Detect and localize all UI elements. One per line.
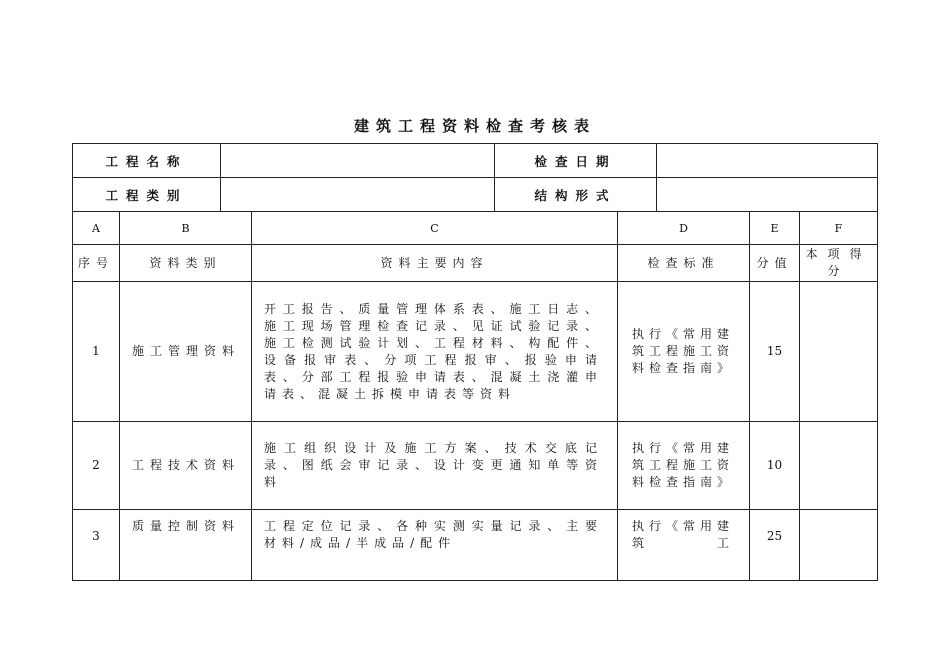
- column-header-no: 序号: [73, 245, 120, 282]
- inspection-table: [72, 211, 878, 581]
- row-content: [252, 422, 618, 510]
- structure-field[interactable]: [657, 178, 878, 212]
- row-standard: [618, 510, 750, 581]
- table-row: [73, 510, 878, 581]
- row-score: 10: [750, 422, 800, 510]
- row-score: 25: [750, 510, 800, 581]
- column-header-row: [73, 245, 878, 282]
- row-standard: [618, 422, 750, 510]
- row-score: 15: [750, 282, 800, 422]
- column-letter: D: [618, 212, 750, 245]
- row-obtained-score[interactable]: [800, 282, 878, 422]
- row-obtained-score[interactable]: [800, 510, 878, 581]
- column-header-score: 分值: [750, 245, 800, 282]
- standard-text: 执行《常用建筑工程施工资料检查指南》: [632, 441, 733, 489]
- column-letter: A: [73, 212, 120, 245]
- column-letter: B: [120, 212, 252, 245]
- row-number: 1: [73, 282, 120, 422]
- row-content: [252, 282, 618, 422]
- column-header-content: 资料主要内容: [252, 245, 618, 282]
- column-letter: F: [800, 212, 878, 245]
- document-title: 建筑工程资料检查考核表: [353, 117, 596, 135]
- project-name-label: 工程名称: [73, 144, 221, 178]
- check-date-field[interactable]: [657, 144, 878, 178]
- category-text: 质量控制资料: [132, 519, 241, 533]
- content-text: 工程定位记录、各种实测实量记录、主要材料/成品/半成品/配件: [264, 519, 603, 550]
- column-header-category: 资料类别: [120, 245, 252, 282]
- row-obtained-score[interactable]: [800, 422, 878, 510]
- project-type-field[interactable]: [221, 178, 495, 212]
- check-date-label: 检查日期: [495, 144, 657, 178]
- project-name-field[interactable]: [221, 144, 495, 178]
- row-category: [120, 282, 252, 422]
- category-text: 工程技术资料: [132, 458, 241, 472]
- standard-text: 执行《常用建筑工: [632, 519, 733, 550]
- content-text: 施工组织设计及施工方案、技术交底记录、图纸会审记录、设计变更通知单等资料: [264, 441, 603, 489]
- column-letter: E: [750, 212, 800, 245]
- table-row: [73, 282, 878, 422]
- content-text: 开工报告、质量管理体系表、施工日志、施工现场管理检查记录、见证试验记录、施工检测试验计划、工程材料、构配件、设备报审表、分项工程报审、报验申请表、分部工程报验申请表、混凝土浇灌申请表、混凝土拆模申请表等资料: [264, 301, 603, 401]
- table-row: [73, 422, 878, 510]
- row-category: [120, 422, 252, 510]
- column-letter-row: [73, 212, 878, 245]
- row-content: [252, 510, 618, 581]
- project-type-label: 工程类别: [73, 178, 221, 212]
- row-standard: [618, 282, 750, 422]
- column-letter: C: [252, 212, 618, 245]
- row-number: 2: [73, 422, 120, 510]
- structure-label: 结构形式: [495, 178, 657, 212]
- row-number: 3: [73, 510, 120, 581]
- standard-text: 执行《常用建筑工程施工资料检查指南》: [632, 327, 733, 375]
- column-header-obtained: 本项得分: [800, 245, 878, 282]
- header-table: [72, 143, 878, 212]
- column-header-standard: 检查标准: [618, 245, 750, 282]
- row-category: [120, 510, 252, 581]
- category-text: 施工管理资料: [132, 344, 241, 358]
